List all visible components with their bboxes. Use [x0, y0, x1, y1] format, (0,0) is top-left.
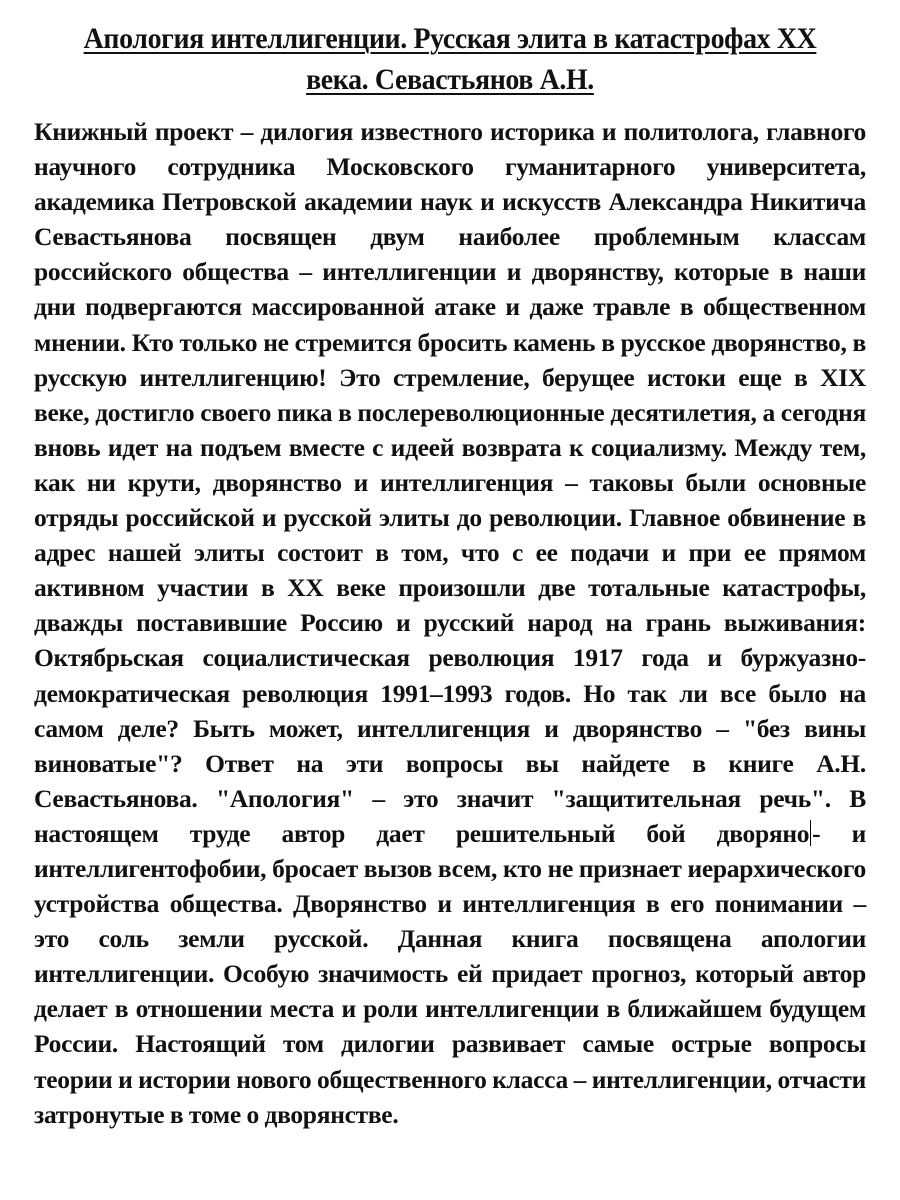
body-text-before-caret: Книжный проект – дилогия известного историка и политолога, главного научного сотрудника Московского гуманитарного университета, академика Петровской академии наук и искусств Александра Никитича Севастьянова посвящен двум наиболее проблемным классам российского общества – интеллигенции и дворянству, которые в наши дни подвергаются массированной атаке и даже травле в общественном мнении. Кто только не стремится бросить камень в русское дворянство, в русскую интеллигенцию! Это стремление, берущее истоки еще в XIX веке, достигло своего пика в послереволюционные десятилетия, а сегодня вновь идет на подъем вместе с идеей возврата к социализму. Между тем, как ни крути, дворянство и интеллигенция – таковы были основные отряды российской и русской элиты до революции. Главное обвинение в адрес нашей элиты состоит в том, что с ее подачи и при ее прямом активном участии в XX веке произошли две тотальные катастрофы, дважды поставившие Россию и русский народ на грань выживания: Октябрьская социалистическая революция 1917 года и буржуазно-демократическая революция 1991–1993 годов. Но так ли все было на самом деле? Быть может, интеллигенция и дворянство – "без вины виноватые"? Ответ на эти вопросы вы найдете в книге А.Н. Севастьянова. "Апология" – это значит "защитительная речь". В настоящем труде автор дает решительный бой дворяно [34, 117, 866, 848]
document-body [34, 114, 866, 1132]
document-title: Апология интеллигенции. Русская элита в катастрофах XX века. Севастьянов А.Н. [83, 22, 817, 96]
body-text-after-caret: - и интеллигентофобии, бросает вызов всем, кто не признает иерархического устройства общества. Дворянство и интеллигенция в его понимании – это соль земли русской. Данная книга посвящена апологии интеллигенции. Особую значимость ей придает прогноз, который автор делает в отношении места и роли интеллигенции в ближайшем будущем России. Настоящий том дилогии развивает самые острые вопросы теории и истории нового общественного класса – интеллигенции, отчасти затронутые в томе о дворянстве. [34, 818, 866, 1129]
